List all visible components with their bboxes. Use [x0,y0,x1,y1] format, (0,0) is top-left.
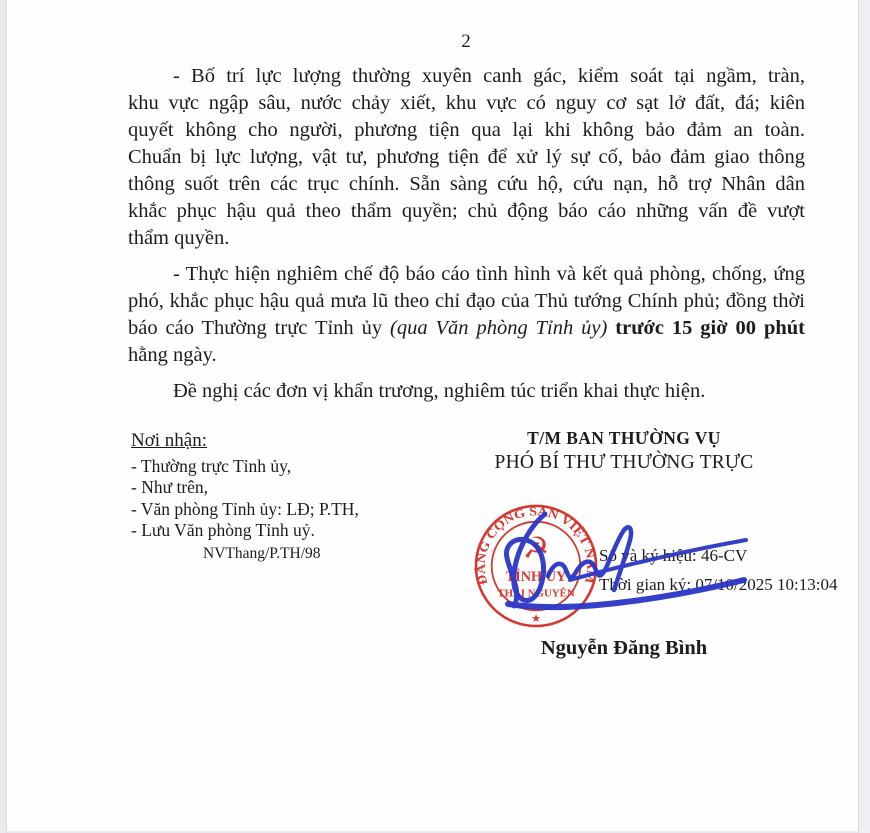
body-line: thông suốt trên các trục chính. Sẵn sàng cứu hộ, cứu nạn, hỗ trợ Nhân dân [128,173,805,195]
signer-name: Nguyễn Đăng Bình [540,637,708,659]
seal-center-line1: TỈNH ỦY [505,568,567,585]
body-line: khu vực ngập sâu, nước chảy xiết, khu vực có nguy cơ sạt lở đất, đá; kiên [128,92,805,114]
recipient-item: - Thường trực Tỉnh ủy, [131,455,292,476]
recipients-heading: Nơi nhận: [131,430,208,451]
signature-heading-block [440,428,808,474]
digital-signature-number: Số và ký hiệu: 46-CV [599,546,748,565]
body-line: thẩm quyền. [128,227,230,249]
seal-star-icon: ★ [531,613,541,626]
body-line: khắc phục hậu quả theo thẩm quyền; chủ động báo cáo những vấn đề vượt [128,200,805,222]
page-left-edge [0,0,7,833]
body-line: phó, khắc phục hậu quả mưa lũ theo chỉ đạo của Thủ tướng Chính phủ; đồng thời [128,290,805,312]
body-line: Chuẩn bị lực lượng, vật tư, phương tiện để xử lý sự cố, bảo đảm giao thông [128,146,805,168]
seal-center-line2: THÁI NGUYÊN [497,587,575,600]
paragraph-2 [128,261,805,369]
signing-authority: T/M BAN THƯỜNG VỤ [527,428,721,448]
signer-title: PHÓ BÍ THƯ THƯỜNG TRỰC [494,452,754,473]
body-line: hằng ngày. [128,344,217,366]
body-text-bold-segment: trước 15 giờ 00 phút [607,317,805,339]
hammer-sickle-icon: ☭ [522,533,550,566]
body-line: quyết không cho người, phương tiện qua lại khi không bảo đảm an toàn. [128,119,805,141]
digital-signature-time: Thời gian ký: 07/10/2025 10:13:04 [599,575,838,594]
body-line: - Thực hiện nghiêm chế độ báo cáo tình hình và kết quả phòng, chống, ứng [173,263,805,285]
page-right-edge [858,0,870,833]
recipient-item: - Lưu Văn phòng Tỉnh uỷ. [131,520,315,540]
body-text-italic-segment: (qua Văn phòng Tỉnh ủy) [390,317,608,339]
document-body [128,63,805,414]
body-line: - Bố trí lực lượng thường xuyên canh gác, kiểm soát tại ngầm, tràn, [173,65,805,87]
page-number: 2 [461,31,471,52]
signature-letter-stroke [548,527,631,590]
recipient-item: - Như trên, [131,477,209,497]
recipients-block [131,430,359,564]
signature-letter-stroke [506,514,545,606]
body-line [128,315,805,342]
seal-ring-text: ĐẢNG CỘNG SẢN VIỆT NAM [473,504,599,587]
recipient-item: - Văn phòng Tỉnh ủy: LĐ; P.TH, [131,498,359,519]
signature-cross-stroke [570,540,746,580]
body-line: Đề nghị các đơn vị khẩn trương, nghiêm túc triển khai thực hiện. [173,380,706,402]
clerk-code: NVThang/P.TH/98 [203,544,321,562]
body-text-segment: báo cáo Thường trực Tỉnh ủy [128,317,391,339]
paragraph-3 [128,378,805,405]
paragraph-1 [128,63,805,252]
handwritten-signature-ink [450,500,760,620]
